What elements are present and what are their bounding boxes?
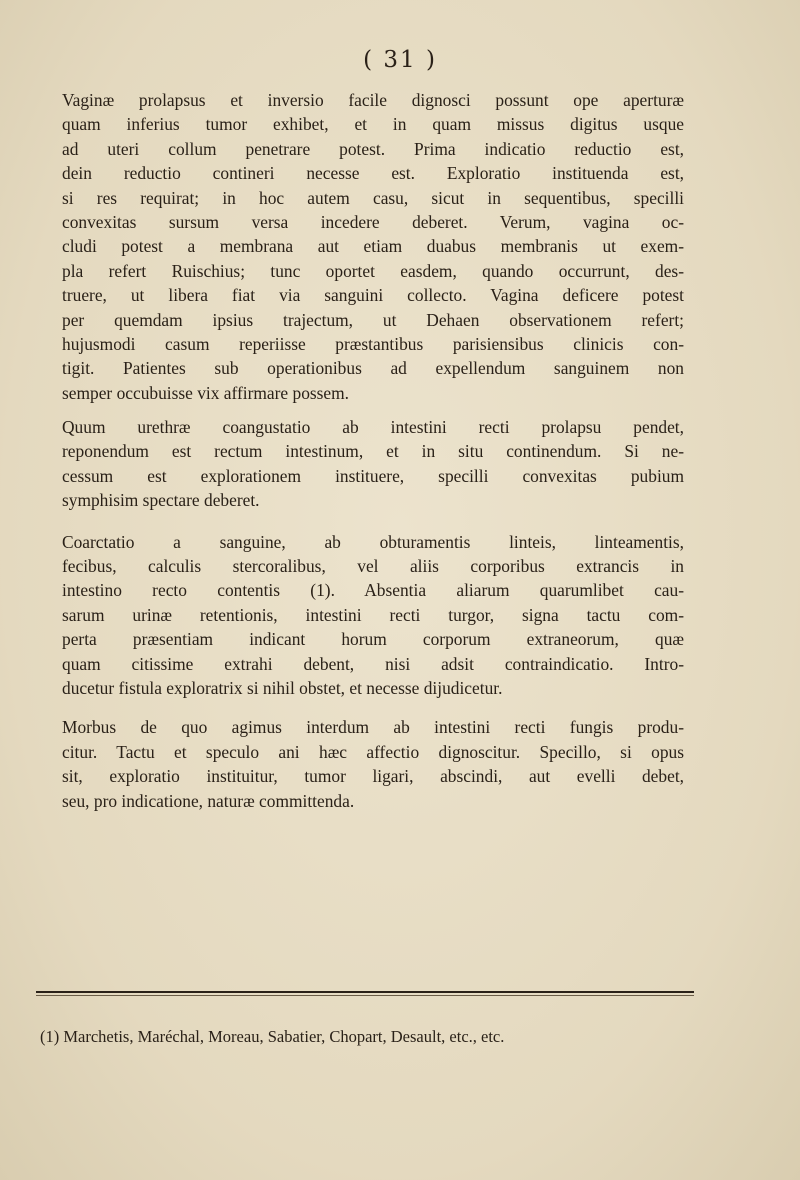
text-line: Coarctatio a sanguine, ab obturamentis linteis, linteamentis, — [62, 531, 684, 552]
text-line: sit, exploratio instituitur, tumor ligari, abscindi, aut evelli debet, — [62, 766, 684, 787]
text-line: convexitas sursum versa incedere deberet. Verum, vagina oc- — [62, 211, 684, 232]
text-line: quam citissime extrahi debent, nisi adsit contraindicatio. Intro- — [62, 653, 684, 674]
text-line: si res requirat; in hoc autem casu, sicut in sequentibus, specilli — [62, 187, 684, 208]
text-line: symphisim spectare deberet. — [62, 490, 260, 511]
paragraph-morbus — [62, 715, 684, 813]
text-line: hujusmodi casum reperiisse præstantibus parisiensibus clinicis con- — [62, 333, 684, 354]
paragraph-vaginae-prolapsus — [62, 88, 684, 405]
text-line: semper occubuisse vix affirmare possem. — [62, 382, 350, 403]
text-line: Vaginæ prolapsus et inversio facile dignosci possunt ope aperturæ — [62, 90, 684, 110]
text-line: reponendum est rectum intestinum, et in situ continendum. Si ne- — [62, 441, 684, 462]
text-line: tigit. Patientes sub operationibus ad expellendum sanguinem non — [62, 358, 684, 379]
text-line: cessum est explorationem instituere, specilli convexitas pubium — [62, 465, 684, 486]
text-line: per quemdam ipsius trajectum, ut Dehaen observationem refert; — [62, 309, 684, 330]
text-line: fecibus, calculis stercoralibus, vel aliis corporibus extrancis in — [62, 556, 684, 577]
text-line: ducetur fistula exploratrix si nihil obstet, et necesse dijudicetur. — [62, 677, 503, 698]
page-number: ( 31 ) — [363, 47, 437, 73]
text-line: truere, ut libera fiat via sanguini collecto. Vagina deficere potest — [62, 285, 684, 306]
text-line: ad uteri collum penetrare potest. Prima indicatio reductio est, — [62, 138, 684, 159]
footnote: (1) Marchetis, Maréchal, Moreau, Sabatier, Chopart, Desault, etc., etc. — [40, 1027, 505, 1046]
text-line: intestino recto contentis (1). Absentia aliarum quarumlibet cau- — [62, 580, 684, 601]
text-line: Morbus de quo agimus interdum ab intestini recti fungis produ- — [62, 717, 684, 738]
text-line: sarum urinæ retentionis, intestini recti turgor, signa tactu com- — [62, 604, 684, 625]
text-line: cludi potest a membrana aut etiam duabus membranis ut exem- — [62, 236, 684, 257]
paragraph-urethrae-coangustatio — [62, 415, 684, 513]
paragraph-coarctatio — [62, 530, 684, 701]
text-line: perta præsentiam indicant horum corporum extraneorum, quæ — [62, 629, 684, 650]
text-line: quam inferius tumor exhibet, et in quam missus digitus usque — [62, 114, 684, 135]
text-line: citur. Tactu et speculo ani hæc affectio dignoscitur. Specillo, si opus — [62, 741, 684, 762]
footnote-divider — [36, 991, 694, 993]
text-line: seu, pro indicatione, naturæ committenda. — [62, 790, 355, 811]
text-line: Quum urethræ coangustatio ab intestini recti prolapsu pendet, — [62, 417, 684, 438]
body-text — [62, 88, 684, 813]
text-line: dein reductio contineri necesse est. Exploratio instituenda est, — [62, 163, 684, 184]
text-line: pla refert Ruischius; tunc oportet easdem, quando occurrunt, des- — [62, 260, 684, 281]
footnote-divider-thin — [36, 995, 694, 996]
